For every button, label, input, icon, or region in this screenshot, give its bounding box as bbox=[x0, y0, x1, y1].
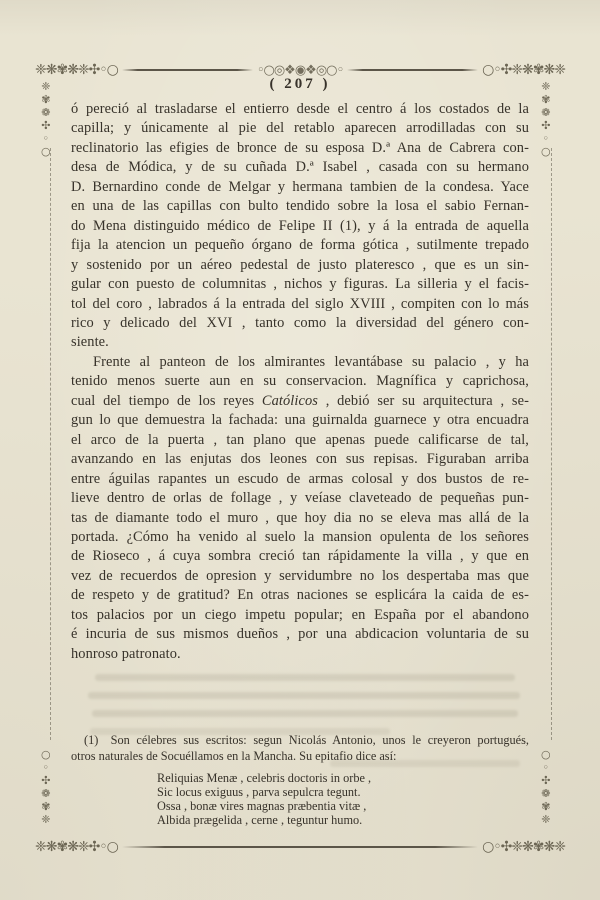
text-line: de respeto y de gratitud? En otras naciones se esplicára la caida de es- bbox=[71, 587, 529, 604]
show-through-ghost bbox=[95, 674, 515, 681]
side-ornament-bottom-right-icon bbox=[541, 748, 551, 826]
list-line: Sic locus exiguus , parva sepulcra tegunt. bbox=[157, 784, 361, 799]
text-line: desa de Módica, y de su cuñada D.ª Isabel , casada con su hermano bbox=[71, 159, 529, 176]
bottom-rule bbox=[122, 846, 478, 848]
text-line: en una de las capillas con bulto tendido sobre la losa el sabio Fernan- bbox=[71, 198, 529, 215]
text-line: tos palacios por un ciego impetu popular; en España por el abandono bbox=[71, 606, 529, 623]
list-line: ✣ bbox=[41, 119, 51, 132]
list-line: ❈ bbox=[541, 80, 551, 93]
list-line: ○ bbox=[41, 748, 51, 761]
list-line: ◦ bbox=[542, 132, 550, 145]
text-line: capilla; y únicamente al pie del retablo aparecen arrodilladas con su bbox=[71, 120, 529, 137]
list-line: ○ bbox=[541, 145, 551, 158]
list-line: ❈ bbox=[541, 813, 551, 826]
text-line: gun lo que demuestra la fachada: una guirnalda guarnece y otra encuadra bbox=[71, 412, 529, 429]
right-margin-rule bbox=[551, 148, 552, 740]
show-through-ghost bbox=[88, 692, 520, 699]
text-line: tenido menos suerte aun en su conservacion. Magnífica y caprichosa, bbox=[71, 373, 529, 390]
text-line: reclinatorio las efigies de bronce de su esposa D.ª Ana de Cabrera con- bbox=[71, 139, 529, 156]
list-line: ✣ bbox=[541, 774, 551, 787]
text-line: y sostenido por un aéreo pedestal de justo plateresco , que es un sin- bbox=[71, 256, 529, 273]
list-line: ❁ bbox=[541, 787, 551, 800]
text-line: vez de recuerdos de opresion y servidumbre no los despertaba mas que bbox=[71, 567, 529, 584]
list-line: ◦ bbox=[42, 132, 50, 145]
list-line: ❈ bbox=[41, 80, 51, 93]
corner-ornament-bottom-left-icon: ❈❋✾❋❈✣◦○ bbox=[35, 839, 118, 855]
list-line: otros naturales de Socuéllamos en la Mancha. Su epitafio dice así: bbox=[71, 748, 397, 763]
footnote bbox=[71, 733, 529, 764]
text-line: Frente al panteon de los almirantes levantábase su palacio , y ha bbox=[93, 353, 529, 370]
list-line: ❈ bbox=[41, 813, 51, 826]
list-line: ✣ bbox=[541, 119, 551, 132]
text-line: de Rioseco , á cuya sombra creció tan rápidamente la villa , y que en bbox=[71, 548, 529, 565]
list-line: ○ bbox=[41, 145, 51, 158]
top-center-medallion-icon: ◦○◎❖◉❖◎○◦ bbox=[256, 62, 344, 78]
text-line: gular con puesto de columnitas , nichos y figuras. La silleria y el facis- bbox=[71, 276, 529, 293]
list-line: ❁ bbox=[541, 106, 551, 119]
text-line: tas de diamante todo el muro , que hoy dia no se eleva mas allá de la bbox=[71, 509, 529, 526]
list-line: ✣ bbox=[41, 774, 51, 787]
text-line: lieve dentro de orlas de follage , y veíase claveteado de pequeñas pun- bbox=[71, 490, 529, 507]
text-line: portada. ¿Cómo ha venido al suelo la mansion opulenta de los señores bbox=[71, 528, 529, 545]
list-line: ❁ bbox=[41, 787, 51, 800]
text-line: cual del tiempo de los reyes Católicos , debió ser su arquitectura , se- bbox=[71, 392, 529, 409]
text-line: é incuria de sus mismos dueños , por una abdicacion voluntaria de su bbox=[71, 626, 529, 643]
list-line: ○ bbox=[541, 748, 551, 761]
list-line: ✾ bbox=[541, 800, 551, 813]
text-line: D. Bernardino conde de Melgar y hermana tambien de la condesa. Yace bbox=[71, 178, 529, 195]
left-margin-rule bbox=[50, 148, 51, 740]
list-line: ✾ bbox=[41, 93, 51, 106]
text-line: tol del coro , labrados á la entrada del siglo XVIII , compiten con lo más bbox=[71, 295, 529, 312]
bottom-border bbox=[35, 834, 565, 860]
corner-ornament-bottom-right-icon: ○◦✣❈❋✾❋❈ bbox=[482, 839, 565, 855]
text-line: siente. bbox=[71, 334, 109, 351]
top-rule-left bbox=[122, 69, 253, 71]
text-line: honroso patronato. bbox=[71, 645, 181, 662]
list-line: ◦ bbox=[42, 761, 50, 774]
list-line: ◦ bbox=[542, 761, 550, 774]
corner-ornament-top-right-icon: ○◦✣❈❋✾❋❈ bbox=[482, 62, 565, 78]
text-line: rico y delicado del XVI , tanto como la diversidad del género con- bbox=[71, 314, 529, 331]
paragraph bbox=[71, 353, 529, 664]
list-line: Reliquias Menæ , celebris doctoris in orbe , bbox=[157, 771, 372, 785]
list-line: Albida prægelida , cerne , teguntur humo. bbox=[157, 812, 363, 827]
corner-ornament-top-left-icon: ❈❋✾❋❈✣◦○ bbox=[35, 62, 118, 78]
text-line: ó pereció al trasladarse el entierro desde el centro á los costados de la bbox=[71, 101, 529, 117]
list-line: ❁ bbox=[41, 106, 51, 119]
side-ornament-bottom-left-icon bbox=[41, 748, 51, 826]
list-line: Ossa , bonæ vires magnas præbentia vitæ , bbox=[157, 798, 367, 813]
text-line: el arco de la puerta , tan plano que apenas puede calificarse de tal, bbox=[71, 431, 529, 448]
top-rule-right bbox=[347, 69, 478, 71]
list-line: ✾ bbox=[41, 800, 51, 813]
page-number: ( 207 ) bbox=[269, 76, 331, 92]
list-line: ✾ bbox=[541, 93, 551, 106]
paragraph bbox=[71, 100, 529, 353]
show-through-ghost bbox=[92, 710, 518, 717]
text-line: avanzando en las enjutas dos leones con sus repisas. Figuraban arriba bbox=[71, 451, 529, 468]
body-text bbox=[71, 100, 529, 664]
epitaph-verse bbox=[157, 772, 371, 828]
text-line: do Mena distinguido médico de Felipe II (1), y á la entrada de aquella bbox=[71, 217, 529, 234]
list-line: (1) Son célebres sus escritos: segun Nicolás Antonio, unos le creyeron portugués, bbox=[84, 733, 529, 747]
text-line: fija la atencion un pequeño órgano de forma gótica , sutilmente trepado bbox=[71, 237, 529, 254]
text-line: entre águilas rapantes un escudo de armas colosal y dos bustos de re- bbox=[71, 470, 529, 487]
